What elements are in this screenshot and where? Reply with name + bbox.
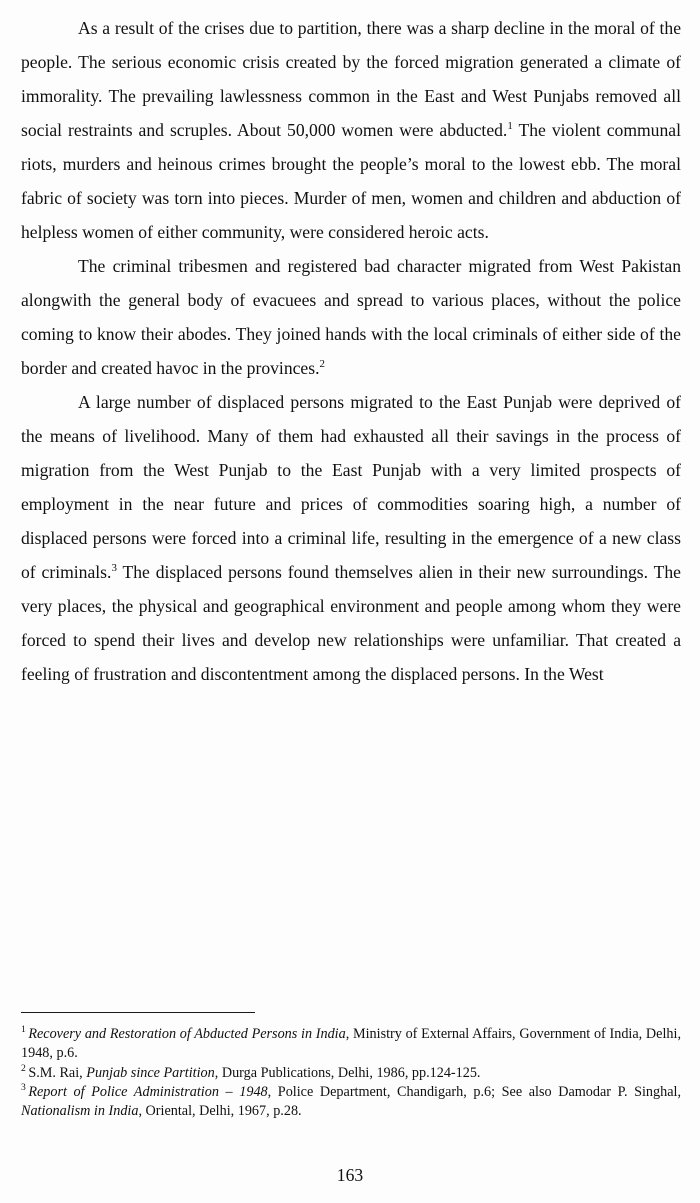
cited-title: Nationalism in India — [21, 1103, 139, 1120]
cited-title: Punjab since Partition — [86, 1064, 215, 1081]
footnote-marker-1: 1 — [21, 1024, 26, 1036]
paragraph-3: A large number of displaced persons migrated to the East Punjab were deprived of the means of livelihood. Many of them had exhausted all their savings in the process of migration from the West Punjab to the East Punjab with a very limited prospects of employment in the near future and prices of commodities soaring high, a number of displaced persons were forced into a criminal life, resulting in the emergence of a new class of criminals.$^3$ The displaced persons found themselves alien in their new surroundings. The very places, the physical and geographical environment and people among whom they were forced to spend their lives and develop new relationships were unfamiliar. That created a feeling of frustration and discontentment among the displaced persons. In the West — [21, 392, 681, 684]
footnote-reference-1: 1 — [507, 120, 513, 133]
paragraph-1: As a result of the crises due to partition, there was a sharp decline in the moral of the people. The serious economic crisis created by the forced migration generated a climate of immorality. The prevailing lawlessness common in the East and West Punjabs removed all social restraints and scruples. About 50,000 women were abducted.$^1$ The violent communal riots, murders and heinous crimes brought the people’s moral to the lowest ebb. The moral fabric of society was torn into pieces. Murder of men, women and children and abduction of helpless women of either community, were considered heroic acts. — [21, 18, 681, 242]
footnote-reference-2: 2 — [319, 358, 325, 371]
footnote-marker-3: 3 — [21, 1082, 26, 1094]
footnote-marker-2: 2 — [21, 1062, 26, 1074]
page-number: 163 — [336, 1165, 364, 1185]
cited-title: Report of Police Administration – 1948 — [28, 1083, 268, 1100]
footnote-item-3: $^3$ Report of Police Administration – 1948, Police Department, Chandigarh, p.6; See also Damodar P. Singhal, Nationalism in India, Oriental, Delhi, 1967, p.28. — [21, 1082, 682, 1120]
footnote-item-1: $^1$ Recovery and Restoration of Abducted Persons in India, Ministry of External Affairs, Government of India, Delhi, 1948, p.6. — [21, 1024, 681, 1062]
body-text-block — [21, 11, 681, 691]
footnote-block — [21, 1025, 681, 1121]
footnote-reference-3: 3 — [111, 562, 117, 575]
footnote-separator-rule — [21, 1012, 255, 1013]
footnote-item-2: $^2$ S.M. Rai, Punjab since Partition, Durga Publications, Delhi, 1986, pp.124-125. — [21, 1062, 481, 1081]
cited-title: Recovery and Restoration of Abducted Persons in India — [28, 1026, 346, 1042]
paragraph-2: The criminal tribesmen and registered bad character migrated from West Pakistan alongwith the general body of evacuees and spread to various places, without the police coming to know their abodes. They joined hands with the local criminals of either side of the border and created havoc in the provinces.$^2$ — [21, 256, 681, 378]
